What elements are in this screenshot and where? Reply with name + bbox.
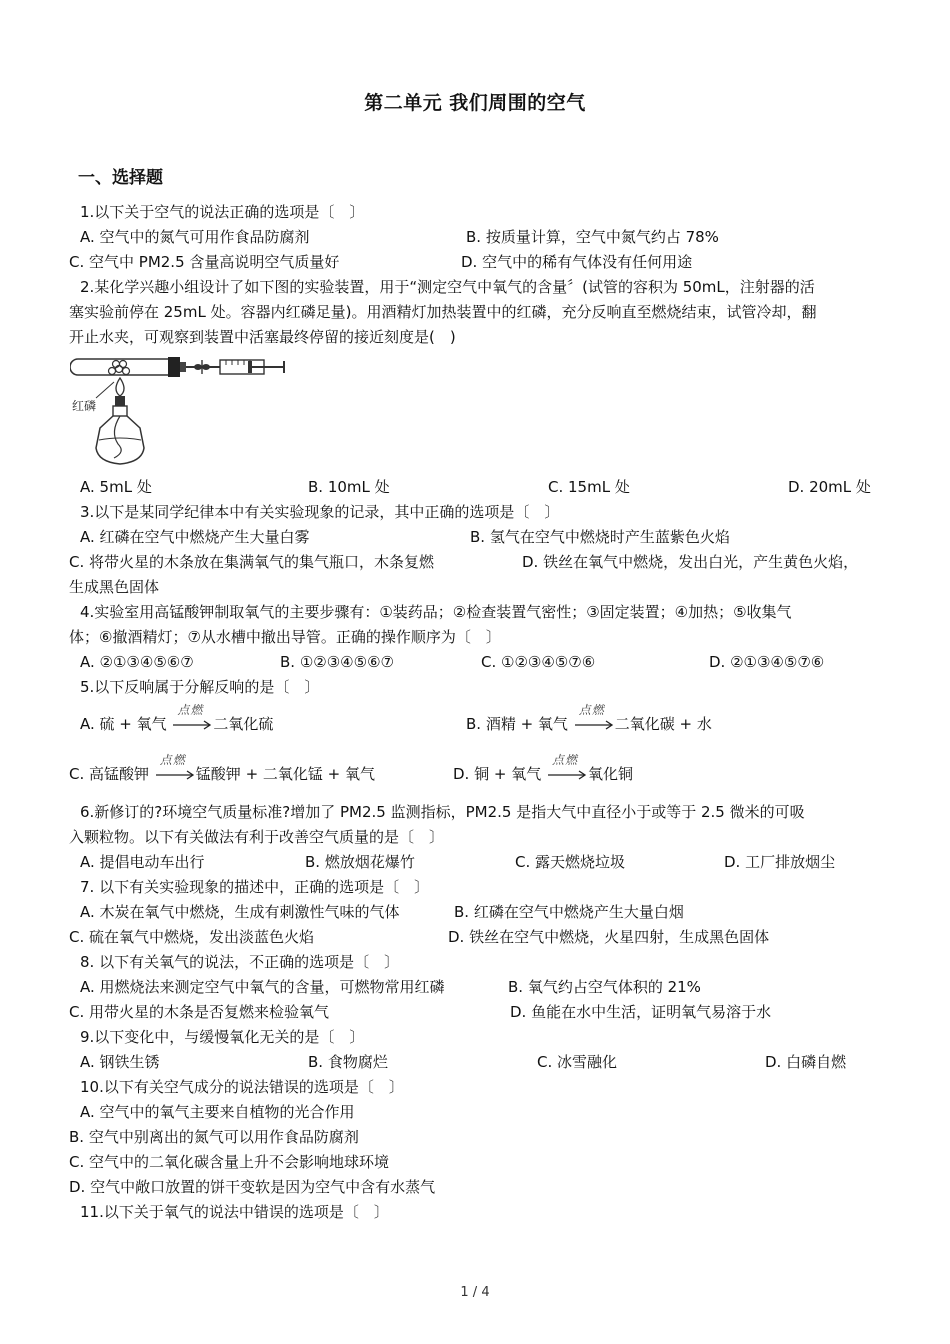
question-8-option-c: C. 用带火星的木条是否复燃来检验氧气: [69, 1003, 330, 1021]
question-3-option-c: C. 将带火星的木条放在集满氧气的集气瓶口，木条复燃: [69, 553, 435, 571]
question-7-option-c: C. 硫在氧气中燃烧，发出淡蓝色火焰: [69, 928, 315, 946]
question-6-stem-line-1: 6.新修订的?环境空气质量标准?增加了 PM2.5 监测指标，PM2.5 是指大气中直径小于或等于 2.5 微米的可吸: [80, 803, 805, 821]
option-d-products: 氧化铜: [587, 765, 633, 783]
question-3-option-d-line-1: D. 铁丝在氧气中燃烧，发出白光，产生黄色火焰，: [522, 553, 859, 571]
option-c-products: 锰酸钾 + 二氧化锰 + 氧气: [195, 765, 376, 783]
question-9-option-d: D. 白磷自燃: [765, 1053, 847, 1071]
question-1-option-d: D. 空气中的稀有气体没有任何用途: [461, 253, 693, 271]
section-heading: 一、选择题: [78, 168, 163, 188]
arrow-icon: [171, 720, 213, 730]
question-8-option-a: A. 用燃烧法来测定空气中氧气的含量，可燃物常用红磷: [80, 978, 445, 996]
page-number: 1 / 4: [460, 1285, 490, 1300]
question-4-option-d: D. ②①③④⑤⑦⑥: [709, 653, 825, 671]
question-1-option-c: C. 空气中 PM2.5 含量高说明空气质量好: [69, 253, 340, 271]
question-6-option-c: C. 露天燃烧垃圾: [515, 853, 626, 871]
option-b-reactants: B. 酒精 + 氧气: [466, 715, 568, 733]
reaction-condition: 点燃: [177, 702, 204, 717]
apparatus-illustration: [70, 352, 292, 472]
question-10-stem: 10.以下有关空气成分的说法错误的选项是〔 〕: [80, 1078, 404, 1096]
question-8-option-d: D. 鱼能在水中生活，证明氧气易溶于水: [510, 1003, 772, 1021]
question-7-stem: 7. 以下有关实验现象的描述中，正确的选项是〔 〕: [80, 878, 430, 896]
option-c-reactants: C. 高锰酸钾: [69, 765, 150, 783]
question-2-option-c: C. 15mL 处: [548, 478, 630, 496]
question-4-option-b: B. ①②③④⑤⑥⑦: [280, 653, 394, 671]
question-9-option-c: C. 冰雪融化: [537, 1053, 618, 1071]
reaction-condition: 点燃: [159, 752, 186, 767]
question-7-option-d: D. 铁丝在空气中燃烧，火星四射，生成黑色固体: [448, 928, 770, 946]
question-2-option-d: D. 20mL 处: [788, 478, 871, 496]
question-1-option-a: A. 空气中的氮气可用作食品防腐剂: [80, 228, 310, 246]
question-5-option-a: [80, 702, 274, 735]
apparatus-figure: [70, 352, 292, 472]
question-3-option-a: A. 红磷在空气中燃烧产生大量白雾: [80, 528, 310, 546]
question-2-stem-line-1: 2.某化学兴趣小组设计了如下图的实验装置，用于“测定空气中氧气的含量〞(试管的容积为 50mL，注射器的活: [80, 278, 815, 296]
reaction-condition: 点燃: [551, 752, 578, 767]
arrow-icon: [154, 770, 196, 780]
reaction-arrow: [154, 752, 196, 785]
question-7-option-a: A. 木炭在氧气中燃烧，生成有刺激性气味的气体: [80, 903, 400, 921]
question-9-option-a: A. 钢铁生锈: [80, 1053, 160, 1071]
question-4-option-a: A. ②①③④⑤⑥⑦: [80, 653, 194, 671]
question-5-option-d: [453, 752, 633, 785]
option-d-reactants: D. 铜 + 氧气: [453, 765, 542, 783]
question-6-stem-line-2: 入颗粒物。以下有关做法有利于改善空气质量的是〔 〕: [69, 828, 445, 846]
reaction-arrow: [171, 702, 213, 735]
question-10-option-d: D. 空气中敞口放置的饼干变软是因为空气中含有水蒸气: [69, 1178, 436, 1196]
question-1-option-b: B. 按质量计算，空气中氮气约占 78%: [466, 228, 719, 246]
question-4-stem-line-1: 4.实验室用高锰酸钾制取氧气的主要步骤有：①装药品；②检查装置气密性；③固定装置；④加热；⑤收集气: [80, 603, 792, 621]
question-10-option-c: C. 空气中的二氧化碳含量上升不会影响地球环境: [69, 1153, 390, 1171]
question-9-stem: 9.以下变化中，与缓慢氧化无关的是〔 〕: [80, 1028, 365, 1046]
question-4-stem-line-2: 体；⑥撤酒精灯；⑦从水槽中撤出导管。正确的操作顺序为〔 〕: [69, 628, 501, 646]
question-6-option-b: B. 燃放烟花爆竹: [305, 853, 415, 871]
page-title: 第二单元 我们周围的空气: [364, 92, 586, 114]
question-2-option-b: B. 10mL 处: [308, 478, 390, 496]
question-5-stem: 5.以下反响属于分解反响的是〔 〕: [80, 678, 320, 696]
question-8-option-b: B. 氧气约占空气体积的 21%: [508, 978, 701, 996]
question-6-option-a: A. 提倡电动车出行: [80, 853, 205, 871]
question-9-option-b: B. 食物腐烂: [308, 1053, 388, 1071]
option-b-products: 二氧化碳 + 水: [614, 715, 712, 733]
reaction-arrow: [573, 702, 615, 735]
question-2-stem-line-2: 塞实验前停在 25mL 处。容器内红磷足量)。用酒精灯加热装置中的红磷，充分反响直至燃烧结束，试管冷却，翻: [69, 303, 817, 321]
question-4-option-c: C. ①②③④⑤⑦⑥: [481, 653, 596, 671]
question-1-stem: 1.以下关于空气的说法正确的选项是〔 〕: [80, 203, 365, 221]
arrow-icon: [546, 770, 588, 780]
option-a-reactants: A. 硫 + 氧气: [80, 715, 167, 733]
arrow-icon: [573, 720, 615, 730]
question-10-option-a: A. 空气中的氧气主要来自植物的光合作用: [80, 1103, 355, 1121]
question-5-option-b: [466, 702, 712, 735]
option-a-products: 二氧化硫: [213, 715, 274, 733]
question-6-option-d: D. 工厂排放烟尘: [724, 853, 836, 871]
question-3-option-d-line-2: 生成黑色固体: [69, 578, 160, 596]
question-2-stem-line-3: 开止水夹，可观察到装置中活塞最终停留的接近刻度是( ): [69, 328, 456, 346]
reaction-condition: 点燃: [578, 702, 605, 717]
question-2-option-a: A. 5mL 处: [80, 478, 152, 496]
reaction-arrow: [546, 752, 588, 785]
question-5-option-c: [69, 752, 376, 785]
question-8-stem: 8. 以下有关氧气的说法，不正确的选项是〔 〕: [80, 953, 400, 971]
question-7-option-b: B. 红磷在空气中燃烧产生大量白烟: [454, 903, 684, 921]
question-11-stem: 11.以下关于氧气的说法中错误的选项是〔 〕: [80, 1203, 389, 1221]
question-3-option-b: B. 氢气在空气中燃烧时产生蓝紫色火焰: [470, 528, 730, 546]
question-3-stem: 3.以下是某同学纪律本中有关实验现象的记录，其中正确的选项是〔 〕: [80, 503, 560, 521]
question-10-option-b: B. 空气中别离出的氮气可以用作食品防腐剂: [69, 1128, 359, 1146]
red-phosphorus-label: 红磷: [72, 399, 97, 413]
